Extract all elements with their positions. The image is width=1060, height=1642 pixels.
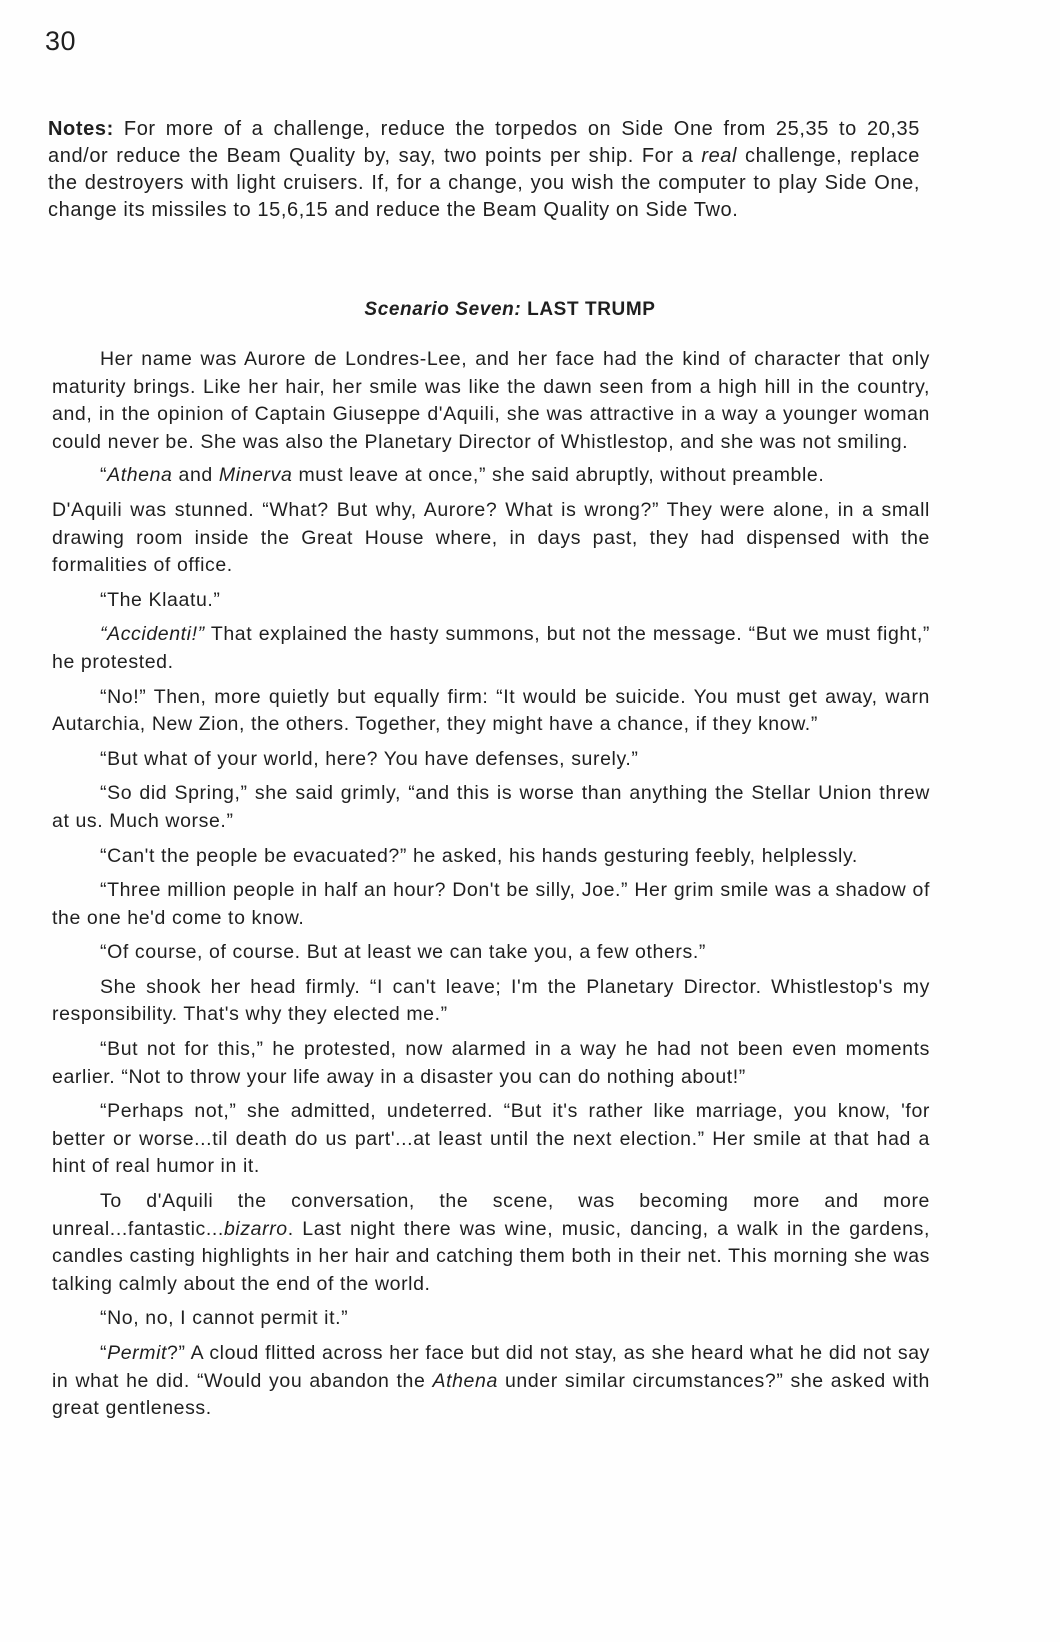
story-text: ?” A cloud flitted across her face but did not stay, as she heard what he did not say in what he did. “Would you abandon the [52, 1342, 930, 1392]
story-paragraph-9: “Can't the people be evacuated?” he asked, his hands gesturing feebly, helplessly. [100, 844, 858, 867]
story-body [52, 346, 930, 1430]
story-paragraph-14: “Perhaps not,” she admitted, undeterred. “But it's rather like marriage, you know, 'for better or worse...til death do us part'...at least until the next election.” Her smile at that had a hint of real humor in it. [52, 1100, 930, 1178]
exclamation-accidenti: “Accidenti!” [100, 623, 205, 646]
notes-paragraph [48, 116, 920, 224]
story-paragraph-5 [52, 621, 930, 676]
word-bizarro: bizarro [223, 1217, 288, 1240]
story-paragraph-13: “But not for this,” he protested, now alarmed in a way he had not been even moments earlier. “Not to throw your life away in a disaster you can do nothing about!” [52, 1038, 930, 1088]
notes-text-2: challenge, replace the destroyers with light cruisers. If, for a change, you wish the computer to play Side One, change its missiles to 15,6,15 and reduce the Beam Quality on Side Two. [48, 145, 920, 221]
story-text: under similar circumstances?” she asked with great gentleness. [52, 1369, 930, 1420]
story-paragraph-4: “The Klaatu.” [100, 588, 221, 611]
story-text: and [172, 464, 219, 487]
story-paragraph-11: “Of course, of course. But at least we can take you, a few others.” [100, 941, 706, 964]
quote-open: “ [100, 464, 108, 487]
ship-name-athena: Athena [432, 1369, 498, 1392]
notes-label: Notes: [48, 118, 114, 140]
story-text: . Last night there was wine, music, dancing, a walk in the gardens, candles casting highlights in her hair and catching them both in their net. This morning she was talking calmly about the end of the world. [52, 1217, 930, 1295]
page-number: 30 [45, 26, 77, 56]
story-paragraph-8: “So did Spring,” she said grimly, “and this is worse than anything the Stellar Union threw at us. Much worse.” [52, 782, 930, 832]
story-paragraph-10: “Three million people in half an hour? Don't be silly, Joe.” Her grim smile was a shadow of the one he'd come to know. [52, 879, 930, 929]
notes-text-1: For more of a challenge, reduce the torpedos on Side One from 25,35 to 20,35 and/or reduce the Beam Quality by, say, two points per ship. For a [48, 118, 920, 167]
quote-open: “ [100, 1342, 108, 1364]
story-paragraph-2 [52, 462, 930, 490]
story-paragraph-3: D'Aquili was stunned. “What? But why, Aurore? What is wrong?” They were alone, in a small drawing room inside the Great House where, in days past, they had dispensed with the formalities of office. [52, 498, 930, 577]
story-text: That explained the hasty summons, but not the message. “But we must fight,” he protested. [52, 623, 930, 673]
ship-name-minerva: Minerva [218, 464, 293, 487]
story-text: To d'Aquili the conversation, the scene, was becoming more and more unreal...fantastic... [52, 1190, 930, 1240]
ship-name-athena: Athena [107, 464, 173, 487]
story-text: must leave at once,” she said abruptly, without preamble. [292, 464, 825, 487]
story-paragraph-7: “But what of your world, here? You have defenses, surely.” [100, 747, 639, 770]
story-paragraph-12: She shook her head firmly. “I can't leave; I'm the Planetary Director. Whistlestop's my responsibility. That's why they elected me.” [52, 975, 930, 1026]
scenario-title: LAST TRUMP [521, 299, 656, 320]
notes-emphasis: real [701, 145, 738, 167]
story-paragraph-1: Her name was Aurore de Londres-Lee, and her face had the kind of character that only maturity brings. Like her hair, her smile was like the dawn seen from a high hill in the country, and, in the opinion of Captain Giuseppe d'Aquili, she was attractive in a way a younger woman could never be. She was also the Planetary Director of Whistlestop, and she was not smiling. [52, 348, 930, 453]
story-paragraph-17 [52, 1340, 930, 1423]
story-paragraph-15 [52, 1188, 930, 1298]
story-paragraph-16: “No, no, I cannot permit it.” [100, 1307, 349, 1330]
word-permit: Permit [107, 1342, 168, 1364]
scenario-prefix: Scenario Seven: [364, 299, 522, 320]
scenario-heading [0, 298, 1020, 322]
story-paragraph-6: “No!” Then, more quietly but equally firm: “It would be suicide. You must get away, warn Autarchia, New Zion, the others. Together, they might have a chance, if they know.” [52, 685, 930, 736]
